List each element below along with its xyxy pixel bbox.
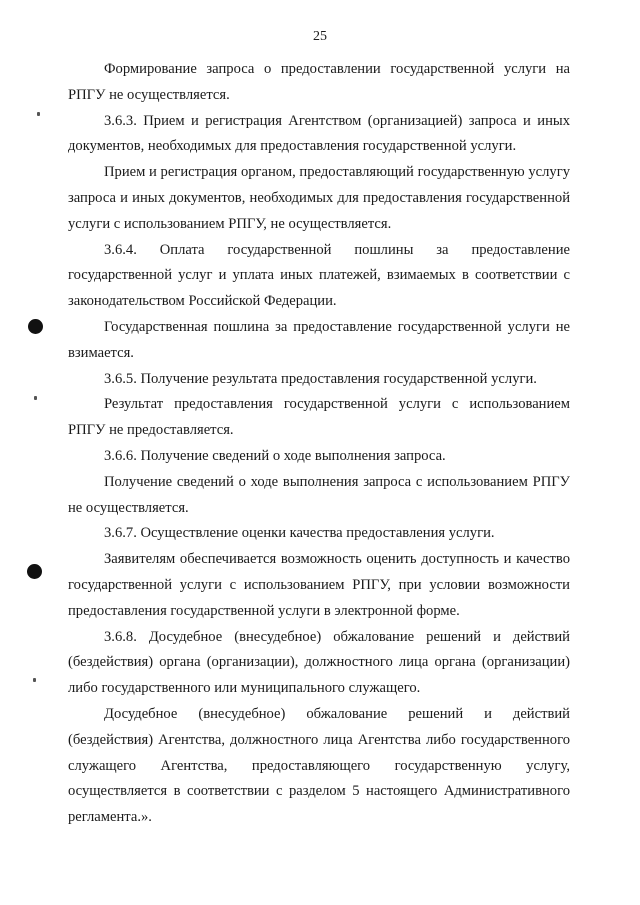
- paragraph: Формирование запроса о предоставлении государственной услуги на РПГУ не осуществляется.: [68, 61, 570, 103]
- punch-hole-bottom: [27, 564, 42, 579]
- paragraph: Результат предоставления государственной услуги с использованием РПГУ не предоставляется.: [68, 396, 570, 439]
- section-heading: 3.6.8. Досудебное (внесудебное) обжалование решений и действий (бездействия) органа (организации), должностного лица органа (организации) либо государственного или муниципального служащего.: [68, 628, 570, 697]
- punch-hole-top: [28, 319, 43, 334]
- section-heading: 3.6.6. Получение сведений о ходе выполнения запроса.: [104, 447, 446, 464]
- scan-speck: [37, 112, 40, 116]
- section-heading: 3.6.3. Прием и регистрация Агентством (организацией) запроса и иных документов, необходимых для предоставления государственной услуги.: [68, 112, 570, 155]
- section-heading: 3.6.7. Осуществление оценки качества предоставления услуги.: [104, 525, 495, 542]
- section-heading: 3.6.4. Оплата государственной пошлины за предоставление государственной услуг и уплата иных платежей, взимаемых в соответствии с законодательством Российской Федерации.: [68, 241, 570, 310]
- paragraph: Государственная пошлина за предоставление государственной услуги не взимается.: [68, 318, 570, 361]
- scan-speck: [34, 396, 37, 400]
- document-body: [68, 57, 570, 831]
- paragraph: Заявителям обеспечивается возможность оценить доступность и качество государственной услуги с использованием РПГУ, при условии возможности предоставления государственной услуги в электронной форме.: [68, 551, 570, 619]
- paragraph: Получение сведений о ходе выполнения запроса с использованием РПГУ не осуществляется.: [68, 473, 570, 516]
- section-heading: 3.6.5. Получение результата предоставления государственной услуги.: [104, 370, 537, 387]
- page-number: 25: [313, 29, 327, 44]
- paragraph: Прием и регистрация органом, предоставляющий государственную услугу запроса и иных документов, необходимых для предоставления государственной услуги с использованием РПГУ, не осуществляется.: [68, 164, 570, 232]
- paragraph: Досудебное (внесудебное) обжалование решений и действий (бездействия) Агентства, должностного лица Агентства либо государственного служащего Агентства, предоставляющего государственную услугу, осуществляется в соответствии с разделом 5 настоящего Административного регламента.».: [68, 705, 570, 826]
- scan-speck: [33, 678, 36, 682]
